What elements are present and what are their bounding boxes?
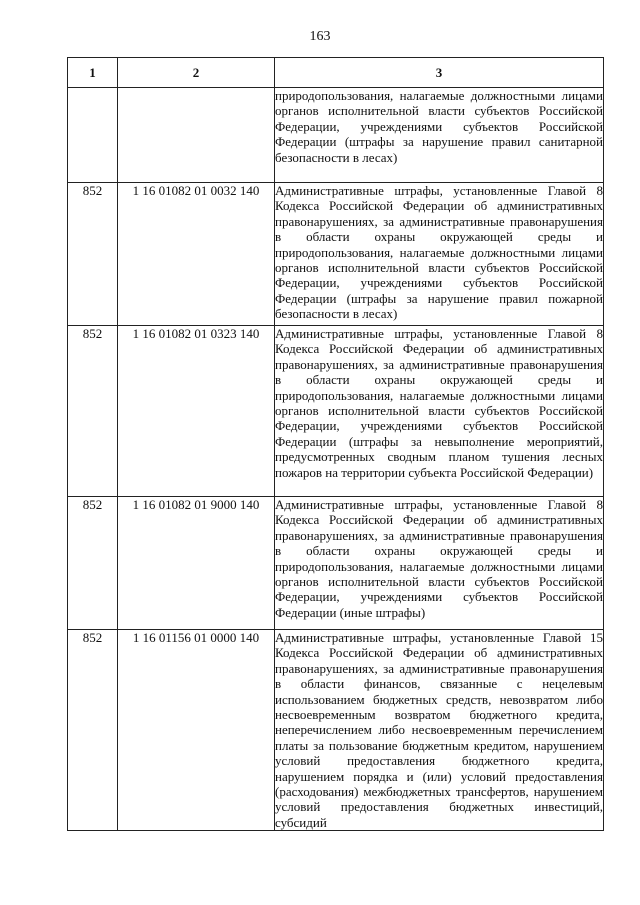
- admin-code-cell: 852: [68, 326, 118, 497]
- description-text: Административные штрафы, установленные Главой 8 Кодекса Российской Федерации об административных правонарушениях, за административные правонарушения в области охраны окружающей среды и природопользования, налагаемые должностными лицами органов исполнительной власти субъектов Российской Федерации, учреждениями субъектов Российской Федерации (иные штрафы): [275, 497, 603, 620]
- description-text: Административные штрафы, установленные Главой 8 Кодекса Российской Федерации об административных правонарушениях, за административные правонарушения в области охраны окружающей среды и природопользования, налагаемые должностными лицами органов исполнительной власти субъектов Российской Федерации, учреждениями субъектов Российской Федерации (штрафы за невыполнение мероприятий, предусмотренных сводным планом тушения лесных пожаров на территории субъекта Российской Федерации): [275, 326, 603, 480]
- header-col-3: 3: [275, 58, 604, 88]
- budget-code-cell: 1 16 01156 01 0000 140: [118, 630, 275, 831]
- budget-code-cell: 1 16 01082 01 0323 140: [118, 326, 275, 497]
- table-row: [68, 183, 604, 326]
- table-row: [68, 326, 604, 497]
- description-text: Административные штрафы, установленные Главой 8 Кодекса Российской Федерации об административных правонарушениях, за административные правонарушения в области охраны окружающей среды и природопользования, налагаемые должностными лицами органов исполнительной власти субъектов Российской Федерации, учреждениями субъектов Российской Федерации (штрафы за нарушение правил пожарной безопасности в лесах): [275, 183, 603, 322]
- budget-code-table: [67, 57, 604, 831]
- description-cell: [275, 497, 604, 630]
- table-row: [68, 88, 604, 183]
- admin-code-cell: 852: [68, 497, 118, 630]
- header-col-2: 2: [118, 58, 275, 88]
- budget-code-cell: [118, 88, 275, 183]
- budget-code-cell: 1 16 01082 01 9000 140: [118, 497, 275, 630]
- description-text: Административные штрафы, установленные Главой 15 Кодекса Российской Федерации об административных правонарушениях, за административные правонарушения в области финансов, связанные с нецелевым использованием бюджетных средств, невозвратом либо несвоевременным возвратом бюджетного кредита, неперечислением либо несвоевременным перечислением платы за пользование бюджетным кредитом, нарушением условий предоставления бюджетного кредита, нарушением порядка и (или) условий предоставления (расходования) межбюджетных трансфертов, нарушением условий предоставления бюджетных инвестиций, субсидий: [275, 630, 603, 830]
- header-col-1: 1: [68, 58, 118, 88]
- description-cell: [275, 326, 604, 497]
- description-cell: [275, 183, 604, 326]
- description-text: природопользования, налагаемые должностными лицами органов исполнительной власти субъектов Российской Федерации, учреждениями субъектов Российской Федерации (штрафы за нарушение правил санитарной безопасности в лесах): [275, 88, 603, 165]
- table-row: [68, 630, 604, 831]
- budget-code-cell: 1 16 01082 01 0032 140: [118, 183, 275, 326]
- description-cell: [275, 630, 604, 831]
- description-cell: [275, 88, 604, 183]
- page-number: 163: [309, 29, 331, 44]
- admin-code-cell: [68, 88, 118, 183]
- admin-code-cell: 852: [68, 183, 118, 326]
- table-header-row: [68, 58, 604, 88]
- table-row: [68, 497, 604, 630]
- admin-code-cell: 852: [68, 630, 118, 831]
